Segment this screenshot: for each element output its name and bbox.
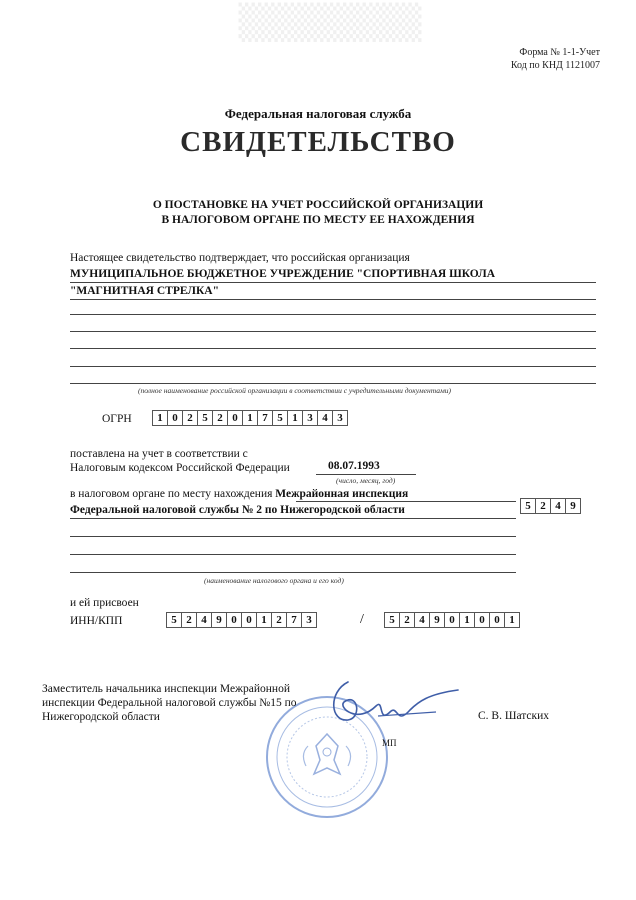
ogrn-digit: 2: [182, 410, 198, 426]
registration-line-2: Налоговым кодексом Российской Федерации: [70, 462, 290, 474]
assigned-label: и ей присвоен: [70, 597, 139, 609]
signer-position-line-1: Заместитель начальника инспекции Межрайонной: [42, 683, 290, 695]
handwritten-signature: [318, 672, 468, 736]
document-title: СВИДЕТЕЛЬСТВО: [180, 126, 456, 158]
subtitle-line-1: О ПОСТАНОВКЕ НА УЧЕТ РОССИЙСКОЙ ОРГАНИЗАЦИИ: [152, 199, 484, 211]
tax-office-code-cells: [520, 498, 580, 514]
kpp-digit: 4: [414, 612, 430, 628]
ogrn-digit: 4: [317, 410, 333, 426]
inn-kpp-separator: /: [360, 612, 364, 627]
signer-position-line-3: Нижегородской области: [42, 711, 160, 723]
kpp-digit: 1: [504, 612, 520, 628]
org-caption: (полное наименование российской организации в соответствии с учредительными документами): [138, 386, 452, 395]
ogrn-digit: 5: [272, 410, 288, 426]
knd-code: Код по КНД 1121007: [510, 60, 600, 71]
registration-date: 08.07.1993: [328, 460, 380, 472]
inn-kpp-label: ИНН/КПП: [70, 615, 123, 627]
watermark-graphic: [120, 2, 540, 42]
form-code: [511, 46, 600, 72]
org-name-line-2: "МАГНИТНАЯ СТРЕЛКА": [70, 285, 219, 297]
stamp-place-label: МП: [382, 738, 397, 748]
document-subtitle: [0, 198, 636, 228]
kpp-digit: 5: [384, 612, 400, 628]
ogrn-digit: 2: [212, 410, 228, 426]
subtitle-line-2: В НАЛОГОВОМ ОРГАНЕ ПО МЕСТУ ЕЕ НАХОЖДЕНИЯ: [161, 214, 475, 226]
inn-digit: 1: [256, 612, 272, 628]
ogrn-digit: 1: [242, 410, 258, 426]
inn-digit: 0: [226, 612, 242, 628]
kpp-digit: 0: [489, 612, 505, 628]
tax-office-code-digit: 4: [550, 498, 566, 514]
underline: [296, 501, 516, 502]
inn-digit: 3: [301, 612, 317, 628]
signer-position: [42, 682, 297, 724]
kpp-digit: 2: [399, 612, 415, 628]
ogrn-digit: 3: [302, 410, 318, 426]
ogrn-digit: 7: [257, 410, 273, 426]
kpp-cells: [384, 612, 519, 628]
ogrn-digit: 0: [167, 410, 183, 426]
svg-text:▒▒▒▒▒▒▒: ▒▒▒▒▒▒▒: [238, 3, 422, 42]
ogrn-digit: 1: [152, 410, 168, 426]
ogrn-label: ОГРН: [102, 413, 132, 425]
underline: [70, 554, 516, 555]
underline: [70, 282, 596, 283]
underline: [70, 314, 596, 315]
registration-line-1: поставлена на учет в соответствии с: [70, 448, 248, 460]
underline: [70, 366, 596, 367]
underline: [70, 536, 516, 537]
kpp-digit: 9: [429, 612, 445, 628]
ogrn-digit: 0: [227, 410, 243, 426]
tax-office-code-digit: 2: [535, 498, 551, 514]
underline: [70, 383, 596, 384]
inn-digit: 9: [211, 612, 227, 628]
underline: [316, 474, 416, 475]
form-number: Форма № 1-1-Учет: [519, 47, 600, 58]
org-intro: Настоящее свидетельство подтверждает, что российская организация: [70, 252, 410, 264]
tax-office-prefix: [70, 488, 408, 500]
kpp-digit: 0: [444, 612, 460, 628]
underline: [70, 572, 516, 573]
ogrn-cells: [152, 410, 347, 426]
ogrn-digit: 3: [332, 410, 348, 426]
underline: [70, 348, 596, 349]
kpp-digit: 1: [459, 612, 475, 628]
date-caption: (число, месяц, год): [336, 476, 396, 485]
inn-digit: 2: [271, 612, 287, 628]
tax-office-name-part-1: Межрайонная инспекция: [275, 488, 409, 500]
underline: [70, 518, 516, 519]
signer-name: С. В. Шатских: [478, 710, 550, 722]
inn-digit: 0: [241, 612, 257, 628]
tax-office-caption: (наименование налогового органа и его код): [204, 576, 344, 585]
agency-name: Федеральная налоговая служба: [224, 106, 412, 121]
underline: [70, 331, 596, 332]
ogrn-digit: 5: [197, 410, 213, 426]
inn-digit: 7: [286, 612, 302, 628]
signer-position-line-2: инспекции Федеральной налоговой службы №15 по: [42, 697, 297, 709]
inn-cells: [166, 612, 316, 628]
inn-digit: 4: [196, 612, 212, 628]
tax-office-name-line-2: Федеральной налоговой службы № 2 по Нижегородской области: [70, 504, 405, 516]
tax-office-code-digit: 9: [565, 498, 581, 514]
underline: [70, 299, 596, 300]
tax-office-prefix-text: в налоговом органе по месту нахождения: [70, 488, 273, 500]
inn-digit: 5: [166, 612, 182, 628]
org-name-line-1: МУНИЦИПАЛЬНОЕ БЮДЖЕТНОЕ УЧРЕЖДЕНИЕ "СПОРТИВНАЯ ШКОЛА: [70, 268, 496, 280]
ogrn-digit: 1: [287, 410, 303, 426]
tax-office-code-digit: 5: [520, 498, 536, 514]
kpp-digit: 0: [474, 612, 490, 628]
inn-digit: 2: [181, 612, 197, 628]
